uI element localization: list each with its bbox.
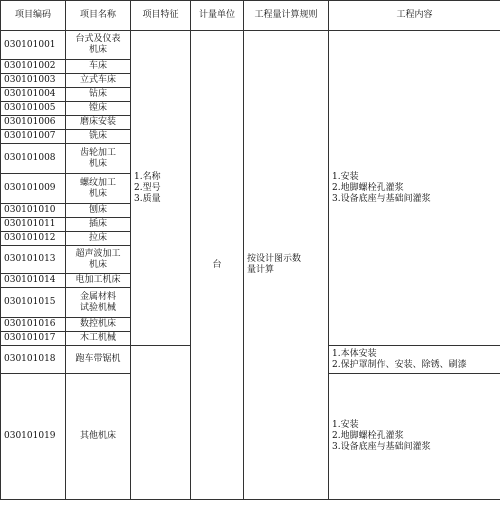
item-name: 刨床 <box>66 204 131 218</box>
item-code: 030101002 <box>1 60 66 74</box>
item-name: 车床 <box>66 60 131 74</box>
table-row <box>1 31 500 60</box>
item-name: 插床 <box>66 218 131 232</box>
item-code: 030101014 <box>1 274 66 288</box>
item-code: 030101016 <box>1 318 66 332</box>
item-name: 木工机械 <box>66 332 131 346</box>
header-calc-rule: 工程量计算规则 <box>244 1 329 31</box>
item-code: 030101015 <box>1 288 66 318</box>
item-code: 030101017 <box>1 332 66 346</box>
item-code: 030101003 <box>1 74 66 88</box>
item-code: 030101018 <box>1 346 66 374</box>
item-code: 030101001 <box>1 31 66 60</box>
item-code: 030101012 <box>1 232 66 246</box>
item-name: 拉床 <box>66 232 131 246</box>
work-content: 1.安装 2.地脚螺栓孔灌浆 3.设备底座与基础间灌浆 <box>329 31 500 346</box>
item-code: 030101004 <box>1 88 66 102</box>
calc-rule: 按设计图示数 量计算 <box>244 31 329 500</box>
item-name: 钻床 <box>66 88 131 102</box>
item-code: 030101011 <box>1 218 66 232</box>
work-content: 1.本体安装 2.保护罩制作、安装、除锈、刷漆 <box>329 346 500 374</box>
item-name: 镗床 <box>66 102 131 116</box>
item-features: 1.名称 2.型号 3.质量 <box>131 31 191 346</box>
item-code: 030101007 <box>1 130 66 144</box>
item-name: 金属材料 试验机械 <box>66 288 131 318</box>
item-name: 立式车床 <box>66 74 131 88</box>
item-name: 跑车带锯机 <box>66 346 131 374</box>
item-name: 磨床安装 <box>66 116 131 130</box>
header-row <box>1 1 500 31</box>
item-code: 030101013 <box>1 246 66 274</box>
header-item-name: 项目名称 <box>66 1 131 31</box>
item-code: 030101006 <box>1 116 66 130</box>
item-name: 铣床 <box>66 130 131 144</box>
item-code: 030101010 <box>1 204 66 218</box>
item-code: 030101008 <box>1 144 66 174</box>
item-name: 超声波加工 机床 <box>66 246 131 274</box>
item-code: 030101019 <box>1 374 66 500</box>
header-unit: 计量单位 <box>191 1 244 31</box>
work-content: 1.安装 2.地脚螺栓孔灌浆 3.设备底座与基础间灌浆 <box>329 374 500 500</box>
item-name: 数控机床 <box>66 318 131 332</box>
header-work-content: 工程内容 <box>329 1 500 31</box>
header-item-features: 项目特征 <box>131 1 191 31</box>
item-name: 螺纹加工 机床 <box>66 174 131 204</box>
item-name: 电加工机床 <box>66 274 131 288</box>
item-code: 030101009 <box>1 174 66 204</box>
item-name: 台式及仪表 机床 <box>66 31 131 60</box>
unit-cell: 台 <box>191 31 244 500</box>
item-code: 030101005 <box>1 102 66 116</box>
item-name: 其他机床 <box>66 374 131 500</box>
header-item-code: 项目编码 <box>1 1 66 31</box>
item-features-blank <box>131 346 191 500</box>
item-name: 齿轮加工 机床 <box>66 144 131 174</box>
